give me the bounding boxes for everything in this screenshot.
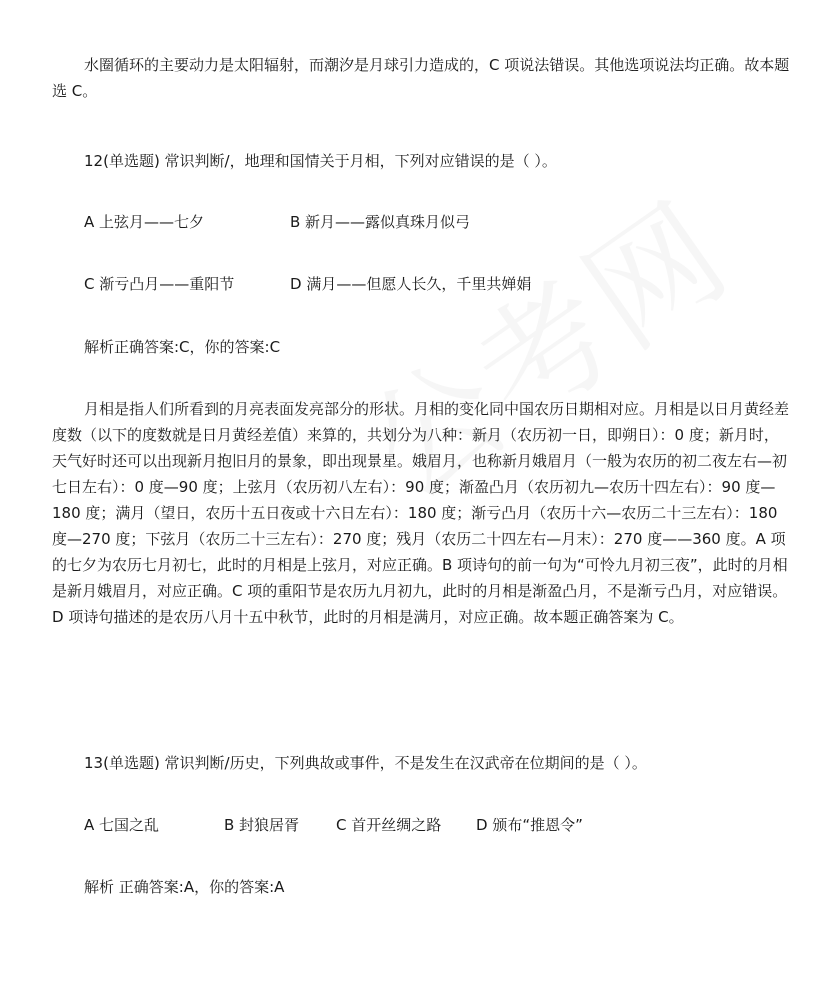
q12-answer-line: 解析正确答案:C，你的答案:C [84, 338, 281, 356]
q13-option-a: A 七国之乱 [84, 816, 160, 834]
q13-option-b: B 封狼居胥 [224, 816, 300, 834]
q13-options-row [84, 814, 583, 836]
q13-option-c: C 首开丝绸之路 [336, 816, 442, 834]
q12-options-row-2 [84, 273, 531, 295]
q12-stem: 12(单选题) 常识判断/，地理和国情关于月相，下列对应错误的是（ ）。 [84, 152, 557, 170]
intro-explanation: 水圈循环的主要动力是太阳辐射，而潮汐是月球引力造成的，C 项说法错误。其他选项说法均正确。故本题选 C。 [52, 56, 790, 100]
q13-stem: 13(单选题) 常识判断/历史，下列典故或事件，不是发生在汉武帝在位期间的是（ ）。 [84, 754, 647, 772]
q12-options-row-1 [84, 211, 470, 233]
q12-option-c: C 渐亏凸月——重阳节 [84, 275, 235, 293]
q12-explanation: 月相是指人们所看到的月亮表面发亮部分的形状。月相的变化同中国农历日期相对应。月相是以日月黄经差度数（以下的度数就是日月黄经差值）来算的，共划分为八种：新月（农历初一日，即朔日）：0 度；新月时，天气好时还可以出现新月抱旧月的景象，即出现景星。娥眉月，也称新月娥眉月（一般为农历的初二夜左右—初七日左右）：0 度—90 度；上弦月（农历初八左右）：90 度；渐盈凸月（农历初九—农历十四左右）：90 度—180 度；满月（望日，农历十五日夜或十六日左右）：180 度；渐亏凸月（农历十六—农历二十三左右）：180 度—270 度；下弦月（农历二十三左右）：270 度；残月（农历二十四左右—月末）：270 度——360 度。A 项的七夕为农历七月初七，此时的月相是上弦月，对应正确。B 项诗句的前一句为“可怜九月初三夜”，此时的月相是新月娥眉月，对应正确。C 项的重阳节是农历九月初九，此时的月相是渐盈凸月，不是渐亏凸月，对应错误。D 项诗句描述的是农历八月十五中秋节，此时的月相是满月，对应正确。故本题正确答案为 C。 [52, 400, 790, 626]
q12-option-b: B 新月——露似真珠月似弓 [290, 213, 471, 231]
q13-answer-line: 解析 正确答案:A，你的答案:A [84, 878, 285, 896]
q13-option-d: D 颁布“推恩令” [476, 816, 583, 834]
q12-option-a: A 上弦月——七夕 [84, 213, 205, 231]
q12-option-d: D 满月——但愿人长久，千里共婵娟 [290, 275, 532, 293]
